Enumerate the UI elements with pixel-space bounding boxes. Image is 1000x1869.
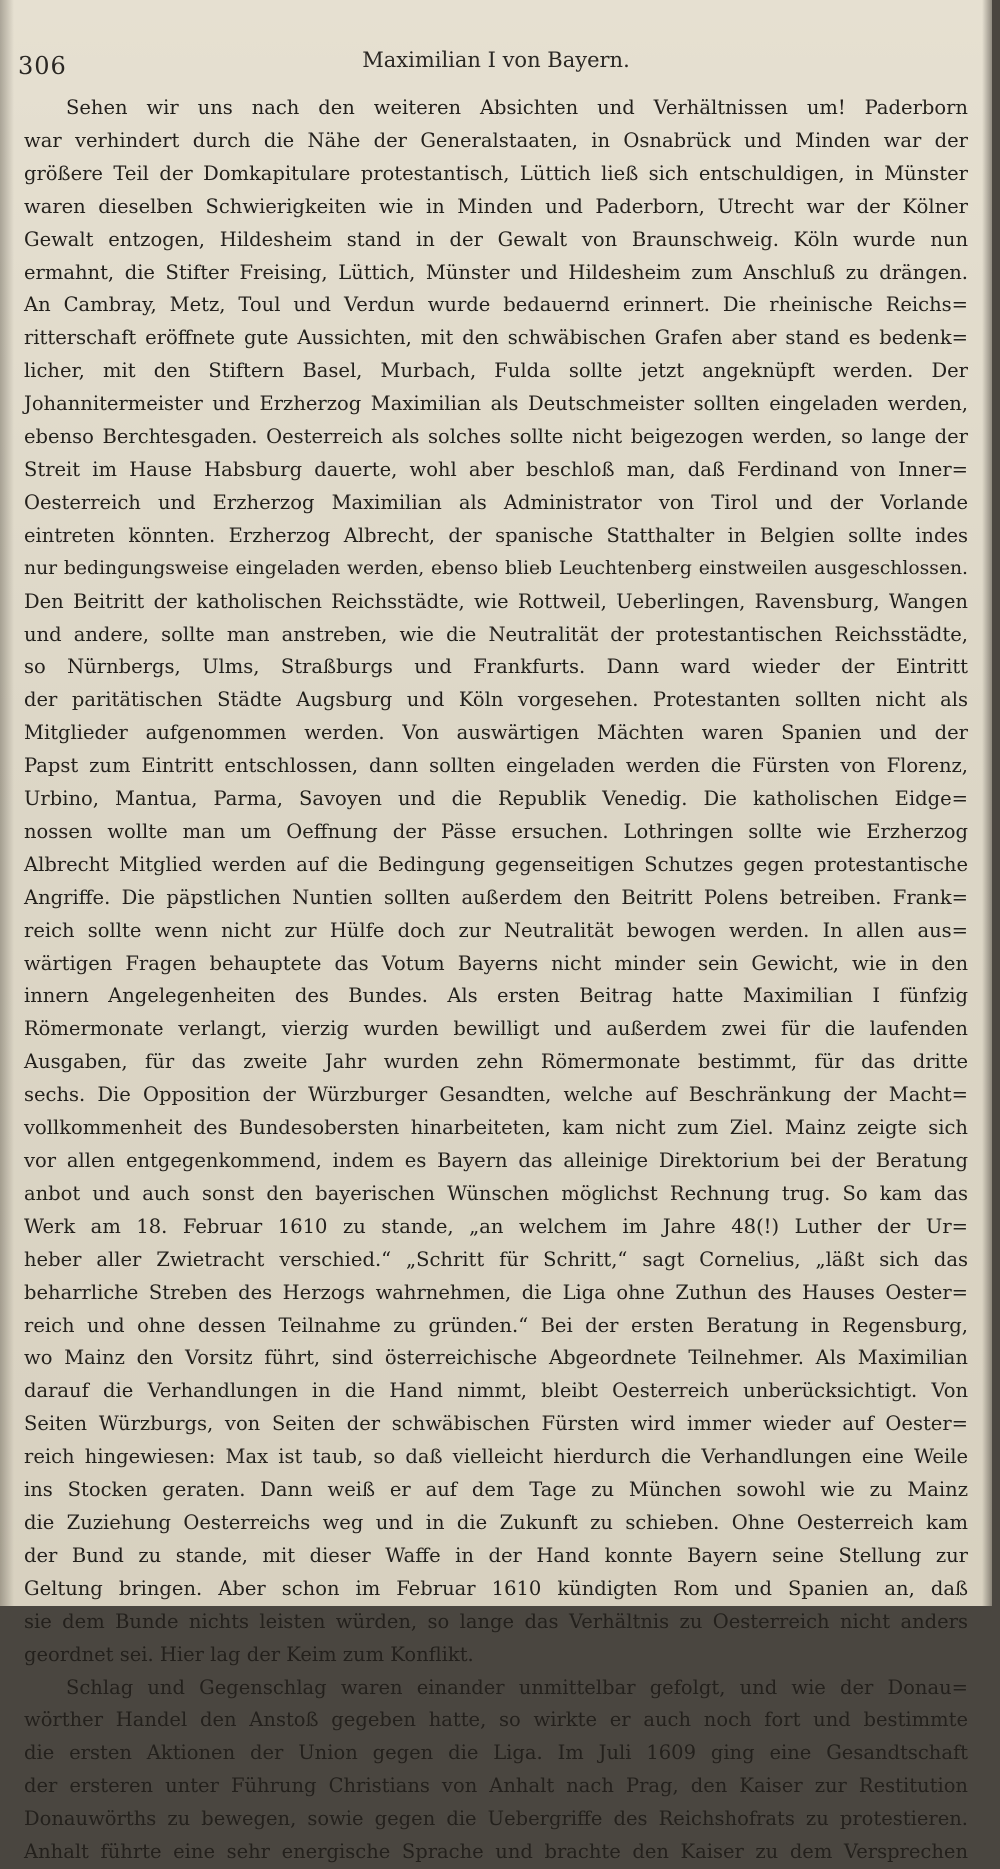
text-line: Ausgaben, für das zweite Jahr wurden zehn Römermonate bestimmt, für das dritte <box>24 1050 968 1074</box>
text-line: Römermonate verlangt, vierzig wurden bewilligt und außerdem zwei für die laufenden <box>24 1017 968 1041</box>
running-head: Maximilian I von Bayern. <box>362 48 630 72</box>
text-line: anbot und auch sonst den bayerischen Wünschen möglichst Rechnung trug. So kam das <box>24 1181 968 1205</box>
text-line: nur bedingungsweise eingeladen werden, ebenso blieb Leuchtenberg einstweilen ausgeschlossen. <box>24 557 968 579</box>
text-line: beharrliche Streben des Herzogs wahrnehmen, die Liga ohne Zuthun des Hauses Oester= <box>24 1280 968 1304</box>
text-line: Angriffe. Die päpstlichen Nuntien sollten außerdem den Beitritt Polens betreiben. Frank= <box>24 885 968 909</box>
text-line: Seiten Würzburgs, von Seiten der schwäbischen Fürsten wird immer wieder auf Oester= <box>24 1412 968 1436</box>
text-line: licher, mit den Stiftern Basel, Murbach, Fulda sollte jetzt angeknüpft werden. Der <box>24 359 968 383</box>
text-line: ritterschaft eröffnete gute Aussichten, mit den schwäbischen Grafen aber stand es bedenk= <box>24 326 968 350</box>
text-line: ins Stocken geraten. Dann weiß er auf dem Tage zu München sowohl wie zu Mainz <box>24 1478 968 1502</box>
text-line: wo Mainz den Vorsitz führt, sind österreichische Abgeordnete Teilnehmer. Als Maximilian <box>24 1346 968 1370</box>
text-line: vollkommenheit des Bundesobersten hinarbeiteten, kam nicht zum Ziel. Mainz zeigte sich <box>24 1116 968 1140</box>
text-line: eintreten könnten. Erzherzog Albrecht, der spanische Statthalter in Belgien sollte indes <box>24 523 968 547</box>
text-line: reich hingewiesen: Max ist taub, so daß vielleicht hierdurch die Verhandlungen eine Weile <box>24 1445 968 1469</box>
text-line: Den Beitritt der katholischen Reichsstädte, wie Rottweil, Ueberlingen, Ravensburg, Wangen <box>24 589 968 613</box>
text-line: Albrecht Mitglied werden auf die Bedingung gegenseitigen Schutzes gegen protestantische <box>24 852 968 876</box>
text-line: wärtigen Fragen behauptete das Votum Bayerns nicht minder sein Gewicht, wie in den <box>24 951 968 975</box>
text-line: reich und ohne dessen Teilnahme zu gründen.“ Bei der ersten Beratung in Regensburg, <box>24 1313 968 1337</box>
text-line: reich sollte wenn nicht zur Hülfe doch zur Neutralität bewogen werden. In allen aus= <box>24 918 968 942</box>
text-line: innern Angelegenheiten des Bundes. Als ersten Beitrag hatte Maximilian I fünfzig <box>24 984 968 1008</box>
text-line: war verhindert durch die Nähe der Generalstaaten, in Osnabrück und Minden war der <box>24 128 968 152</box>
text-line: vor allen entgegenkommend, indem es Bayern das alleinige Direktorium bei der Beratung <box>24 1149 968 1172</box>
text-line: Streit im Hause Habsburg dauerte, wohl aber beschloß man, daß Ferdinand von Inner= <box>24 457 968 481</box>
text-line: An Cambray, Metz, Toul und Verdun wurde bedauernd erinnert. Die rheinische Reichs= <box>24 293 968 317</box>
text-line: so Nürnbergs, Ulms, Straßburgs und Frankfurts. Dann ward wieder der Eintritt <box>24 655 968 679</box>
text-line: Schlag und Gegenschlag waren einander unmittelbar gefolgt, und wie der Donau= <box>66 1675 968 1699</box>
text-line: Urbino, Mantua, Parma, Savoyen und die Republik Venedig. Die katholischen Eidge= <box>24 787 968 811</box>
text-line: sie dem Bunde nichts leisten würden, so lange das Verhältnis zu Oesterreich nicht anders <box>24 1609 968 1633</box>
text-line: Sehen wir uns nach den weiteren Absichten und Verhältnissen um! Paderborn <box>66 96 968 119</box>
text-line: Papst zum Eintritt entschlossen, dann sollten eingeladen werden die Fürsten von Florenz, <box>24 754 968 778</box>
page-number: 306 <box>18 52 67 80</box>
text-line: Werk am 18. Februar 1610 zu stande, „an welchem im Jahre 48(!) Luther der Ur= <box>24 1214 968 1238</box>
text-line: Geltung bringen. Aber schon im Februar 1610 kündigten Rom und Spanien an, daß <box>24 1576 968 1600</box>
body-text <box>24 92 968 1869</box>
text-line: der ersteren unter Führung Christians von Anhalt nach Prag, den Kaiser zur Restitution <box>24 1774 968 1798</box>
text-line: die Zuziehung Oesterreichs weg und in die Zukunft zu schieben. Ohne Oesterreich kam <box>24 1510 968 1534</box>
text-line: waren dieselben Schwierigkeiten wie in Minden und Paderborn, Utrecht war der Kölner <box>24 194 968 218</box>
text-line: und andere, sollte man anstreben, wie die Neutralität der protestantischen Reichsstädte, <box>24 622 968 646</box>
text-line: ebenso Berchtesgaden. Oesterreich als solches sollte nicht beigezogen werden, so lange der <box>24 425 968 449</box>
text-line: Gewalt entzogen, Hildesheim stand in der Gewalt von Braunschweig. Köln wurde nun <box>24 227 968 251</box>
text-line: Anhalt führte eine sehr energische Sprache und brachte den Kaiser zu dem Versprechen <box>24 1840 968 1864</box>
text-line: die ersten Aktionen der Union gegen die Liga. Im Juli 1609 ging eine Gesandtschaft <box>24 1741 968 1765</box>
text-line: größere Teil der Domkapitulare protestantisch, Lüttich ließ sich entschuldigen, in Münster <box>24 161 968 185</box>
text-line: darauf die Verhandlungen in die Hand nimmt, bleibt Oesterreich unberücksichtigt. Von <box>24 1379 968 1403</box>
text-line: Johannitermeister und Erzherzog Maximilian als Deutschmeister sollten eingeladen werden, <box>24 392 968 416</box>
text-line: nossen wollte man um Oeffnung der Pässe ersuchen. Lothringen sollte wie Erzherzog <box>24 819 968 843</box>
text-line: heber aller Zwietracht verschied.“ „Schritt für Schritt,“ sagt Cornelius, „läßt sich das <box>24 1247 968 1271</box>
text-line: Mitglieder aufgenommen werden. Von auswärtigen Mächten waren Spanien und der <box>24 721 968 745</box>
text-line: Oesterreich und Erzherzog Maximilian als Administrator von Tirol und der Vorlande <box>24 490 968 514</box>
text-line: wörther Handel den Anstoß gegeben hatte, so wirkte er auch noch fort und bestimmte <box>24 1708 968 1732</box>
text-line: ermahnt, die Stifter Freising, Lüttich, Münster und Hildesheim zum Anschluß zu drängen. <box>24 260 968 284</box>
text-line: der Bund zu stande, mit dieser Waffe in der Hand konnte Bayern seine Stellung zur <box>24 1543 968 1567</box>
text-line: Donauwörths zu bewegen, sowie gegen die Uebergriffe des Reichshofrats zu protestieren. <box>24 1807 968 1831</box>
page-edge-shadow <box>982 0 992 1606</box>
text-line: der paritätischen Städte Augsburg und Köln vorgesehen. Protestanten sollten nicht als <box>24 688 968 712</box>
text-line: sechs. Die Opposition der Würzburger Gesandten, welche auf Beschränkung der Macht= <box>24 1083 968 1107</box>
text-line: geordnet sei. Hier lag der Keim zum Konflikt. <box>24 1642 474 1666</box>
page-gutter-shadow <box>0 0 14 1606</box>
